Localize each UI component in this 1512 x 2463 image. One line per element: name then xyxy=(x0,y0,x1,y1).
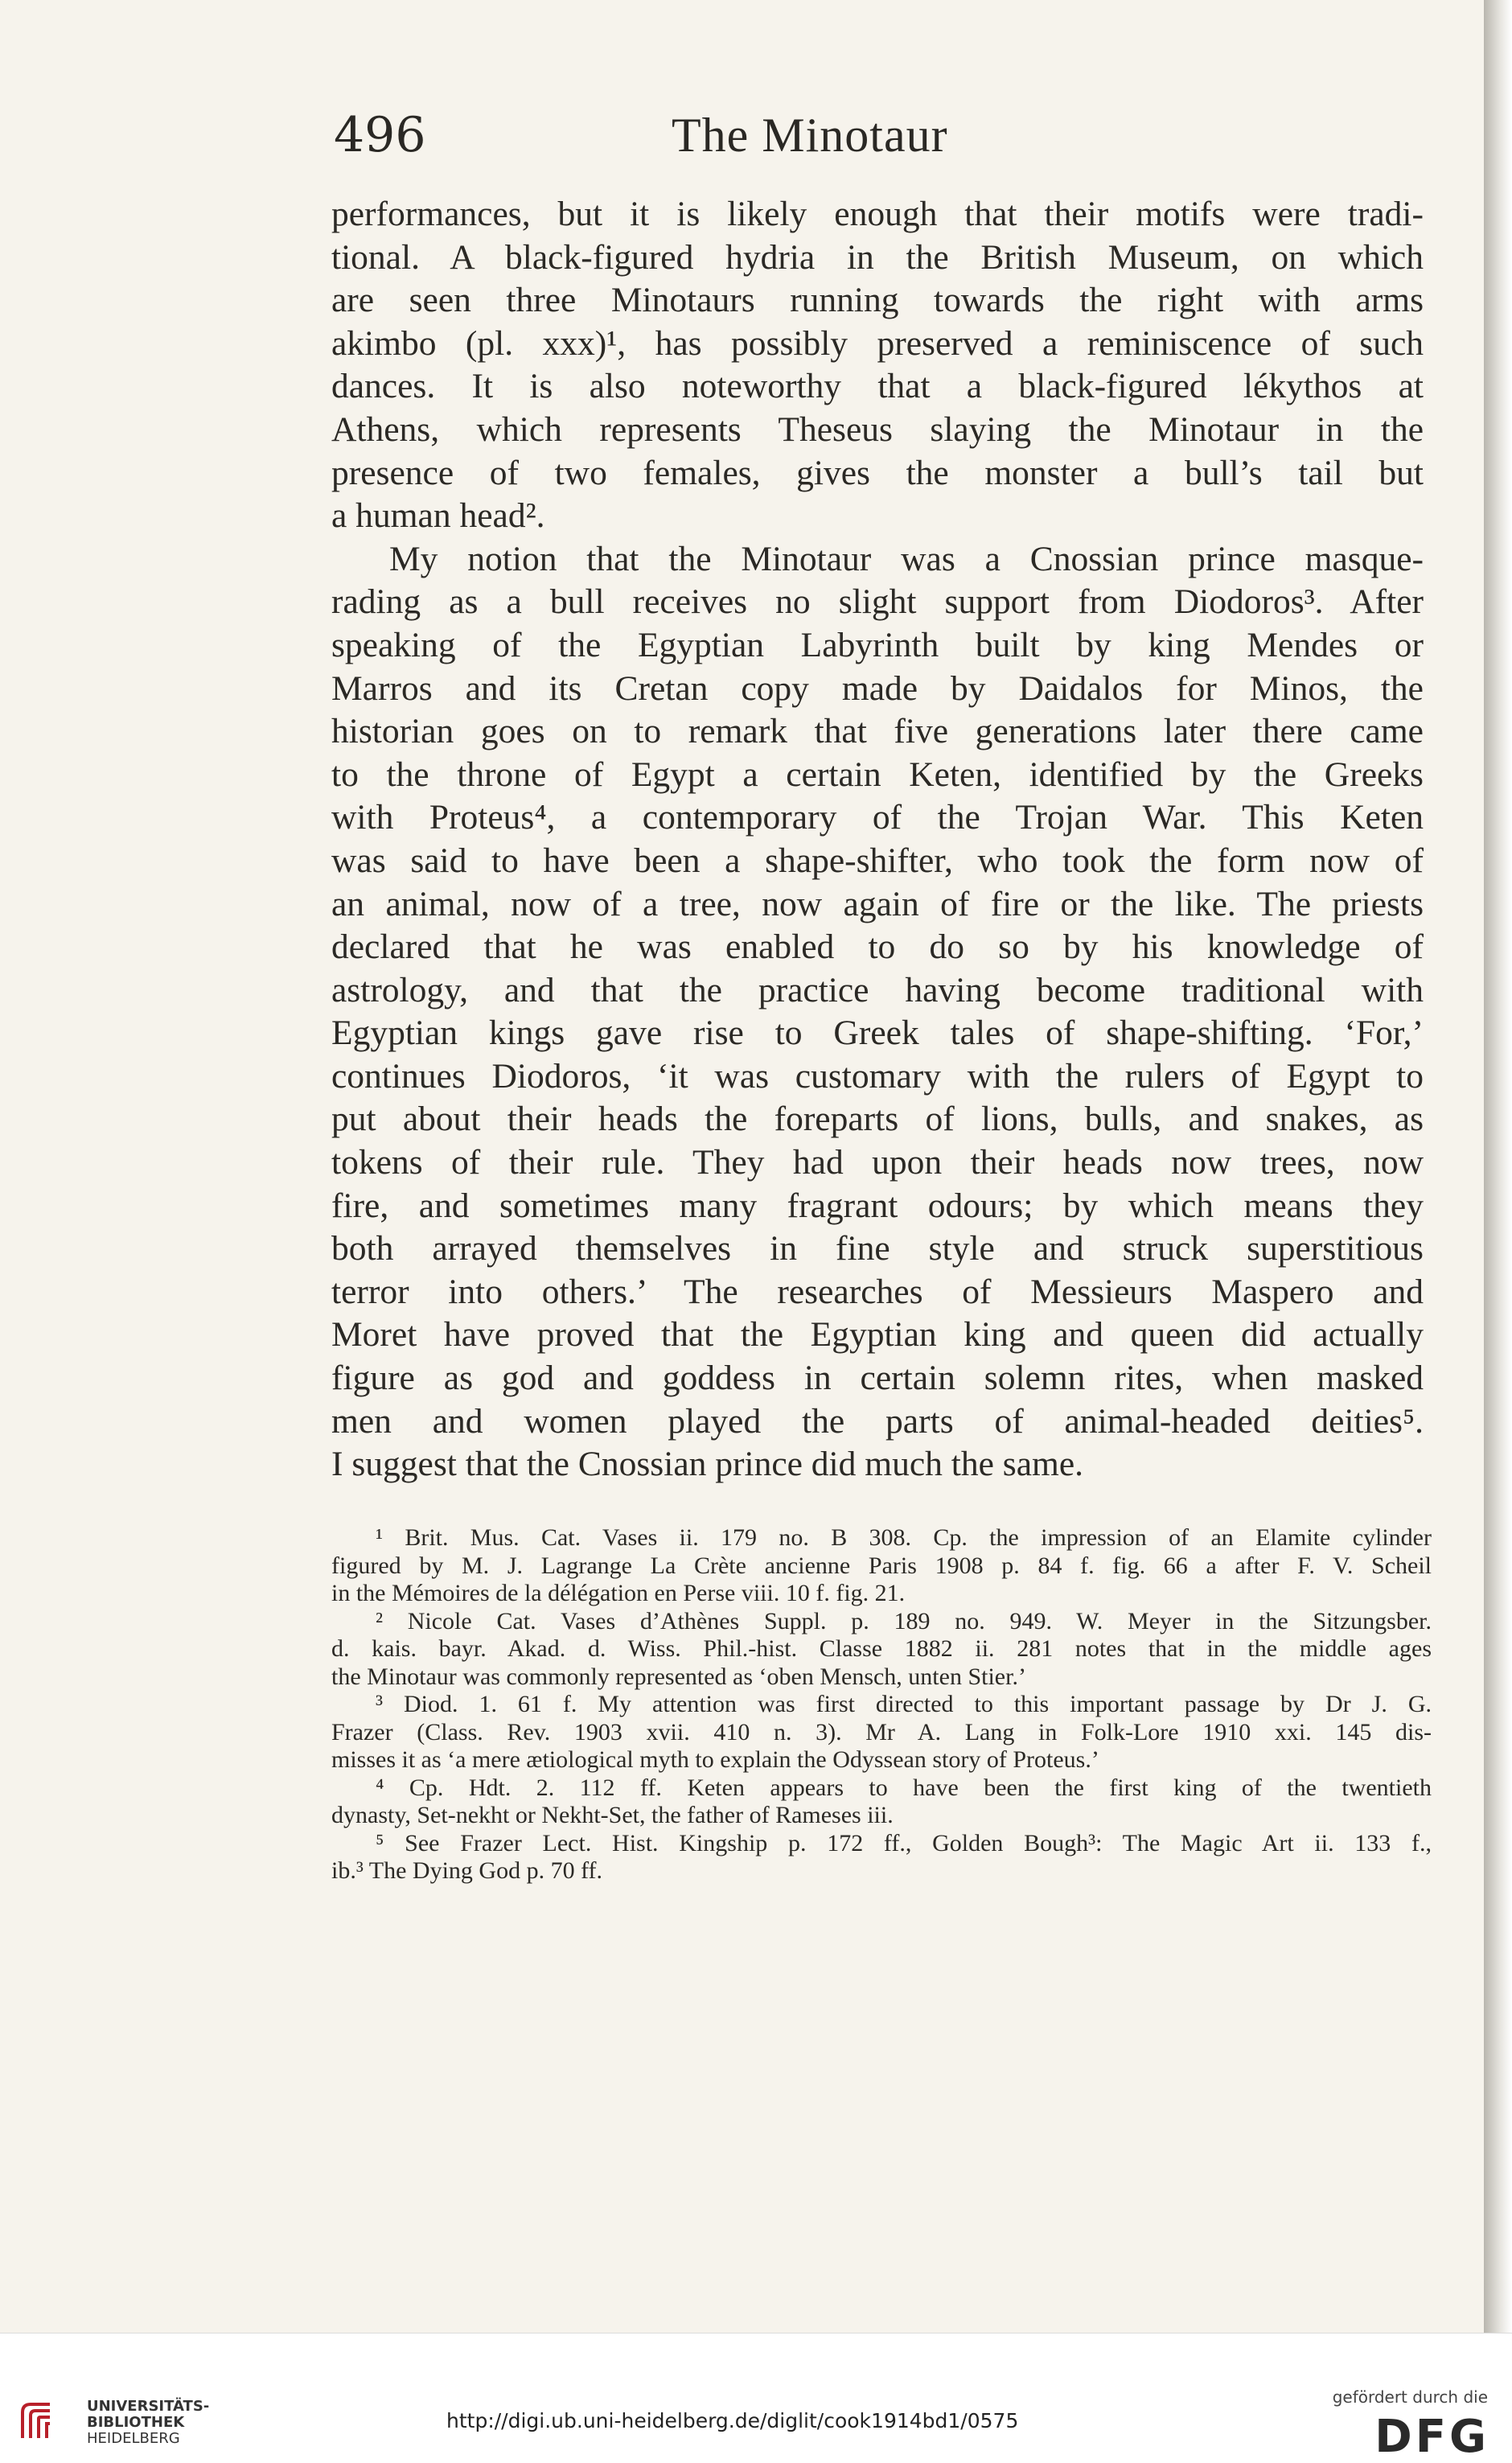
body-text-line: Athens, which represents Theseus slaying the Minotaur in the xyxy=(331,409,1424,449)
page-header xyxy=(334,103,1428,167)
footnote-line: ⁴ Cp. Hdt. 2. 112 ff. Keten appears to have been the first king of the twentieth xyxy=(376,1774,1432,1801)
body-text-line: Moret have proved that the Egyptian king and queen did actually xyxy=(331,1315,1424,1355)
footnote-line: the Minotaur was commonly represented as ‘oben Mensch, unten Stier.’ xyxy=(331,1663,1026,1690)
footnote-line: in the Mémoires de la délégation en Perse viii. 10 f. fig. 21. xyxy=(331,1580,906,1606)
body-text-line: a human head². xyxy=(331,496,545,536)
footnote-line: ³ Diod. 1. 61 f. My attention was first directed to this important passage by Dr J. G. xyxy=(376,1691,1432,1717)
body-text-line: continues Diodoros, ‘it was customary with the rulers of Egypt to xyxy=(331,1056,1424,1096)
body-text-line: with Proteus⁴, a contemporary of the Trojan War. This Keten xyxy=(331,798,1424,837)
body-text-line: both arrayed themselves in fine style and struck superstitious xyxy=(331,1229,1424,1269)
footnote-line: misses it as ‘a mere ætiological myth to explain the Odyssean story of Proteus.’ xyxy=(331,1746,1099,1773)
body-text-line: terror into others.’ The researches of Messieurs Maspero and xyxy=(331,1272,1424,1311)
footnote-line: dynasty, Set-nekht or Nekht-Set, the father of Rameses iii. xyxy=(331,1802,894,1828)
footnote-line: figured by M. J. Lagrange La Crète ancienne Paris 1908 p. 84 f. fig. 66 a after F. V. Scheil xyxy=(331,1552,1432,1579)
library-name-line: BIBLIOTHEK xyxy=(87,2414,185,2431)
library-name-line: UNIVERSITÄTS- xyxy=(87,2398,210,2415)
body-text-line: My notion that the Minotaur was a Cnossian prince masque- xyxy=(389,539,1424,578)
body-text-line: figure as god and goddess in certain solemn rites, when masked xyxy=(331,1359,1424,1398)
body-text-line: Marros and its Cretan copy made by Daidalos for Minos, the xyxy=(331,668,1424,708)
footnote-line: ib.³ The Dying God p. 70 ff. xyxy=(331,1857,603,1884)
running-title: The Minotaur xyxy=(672,109,948,162)
body-text-line: speaking of the Egyptian Labyrinth built by king Mendes or xyxy=(331,625,1424,664)
body-text-line: tional. A black-figured hydria in the British Museum, on which xyxy=(331,237,1424,277)
page-edge-shadow xyxy=(1484,0,1512,2333)
body-text-line: performances, but it is likely enough that their motifs were tradi- xyxy=(331,195,1424,233)
library-name-line: HEIDELBERG xyxy=(87,2430,180,2447)
body-text-line: put about their heads the foreparts of lions, bulls, and snakes, as xyxy=(331,1100,1424,1139)
body-text-line: Egyptian kings gave rise to Greek tales of shape-shifting. ‘For,’ xyxy=(331,1014,1424,1053)
body-text-line: historian goes on to remark that five generations later there came xyxy=(331,712,1424,751)
body-text-line: rading as a bull receives no slight support from Diodoros³. After xyxy=(331,582,1424,622)
footnote-line: d. kais. bayr. Akad. d. Wiss. Phil.-hist. Classe 1882 ii. 281 notes that in the middle ages xyxy=(331,1635,1432,1662)
body-text-line: an animal, now of a tree, now again of fire or the like. The priests xyxy=(331,884,1424,923)
footnote-line: ¹ Brit. Mus. Cat. Vases ii. 179 no. B 308. Cp. the impression of an Elamite cylinder xyxy=(376,1524,1432,1551)
page-number: 496 xyxy=(334,107,426,163)
body-text-line: I suggest that the Cnossian prince did much the same. xyxy=(331,1445,1084,1484)
dfg-logo: DFG xyxy=(1374,2411,1489,2463)
university-library-logo-icon xyxy=(18,2401,82,2440)
body-text-line: was said to have been a shape-shifter, who took the form now of xyxy=(331,841,1424,880)
permalink-url[interactable]: http://digi.ub.uni-heidelberg.de/diglit/cook1914bd1/0575 xyxy=(446,2409,1019,2432)
footnote-line: Frazer (Class. Rev. 1903 xvii. 410 n. 3). Mr A. Lang in Folk-Lore 1910 xxi. 145 dis- xyxy=(331,1718,1432,1745)
footnote-line: ⁵ See Frazer Lect. Hist. Kingship p. 172 ff., Golden Bough³: The Magic Art ii. 133 f., xyxy=(376,1829,1432,1857)
body-text-line: astrology, and that the practice having become traditional with xyxy=(331,970,1424,1009)
body-text-line: declared that he was enabled to do so by his knowledge of xyxy=(331,927,1424,967)
body-text xyxy=(331,193,1424,1486)
university-library-name xyxy=(87,2399,209,2447)
body-text-line: dances. It is also noteworthy that a black-figured lékythos at xyxy=(331,367,1424,406)
body-text-line: akimbo (pl. xxx)¹, has possibly preserved a reminiscence of such xyxy=(331,323,1424,363)
sponsor-label: gefördert durch die xyxy=(1332,2387,1488,2407)
body-text-line: tokens of their rule. They had upon their heads now trees, now xyxy=(331,1143,1424,1182)
footnote-line: ² Nicole Cat. Vases d’Athènes Suppl. p. 189 no. 949. W. Meyer in the Sitzungsber. xyxy=(376,1607,1432,1634)
body-text-line: to the throne of Egypt a certain Keten, identified by the Greeks xyxy=(331,755,1424,794)
body-text-line: men and women played the parts of animal-headed deities⁵. xyxy=(331,1401,1424,1441)
body-text-line: are seen three Minotaurs running towards the right with arms xyxy=(331,281,1424,320)
body-text-line: presence of two females, gives the monster a bull’s tail but xyxy=(331,453,1424,492)
body-text-line: fire, and sometimes many fragrant odours; by which means they xyxy=(331,1186,1424,1225)
footnotes xyxy=(331,1524,1432,1885)
